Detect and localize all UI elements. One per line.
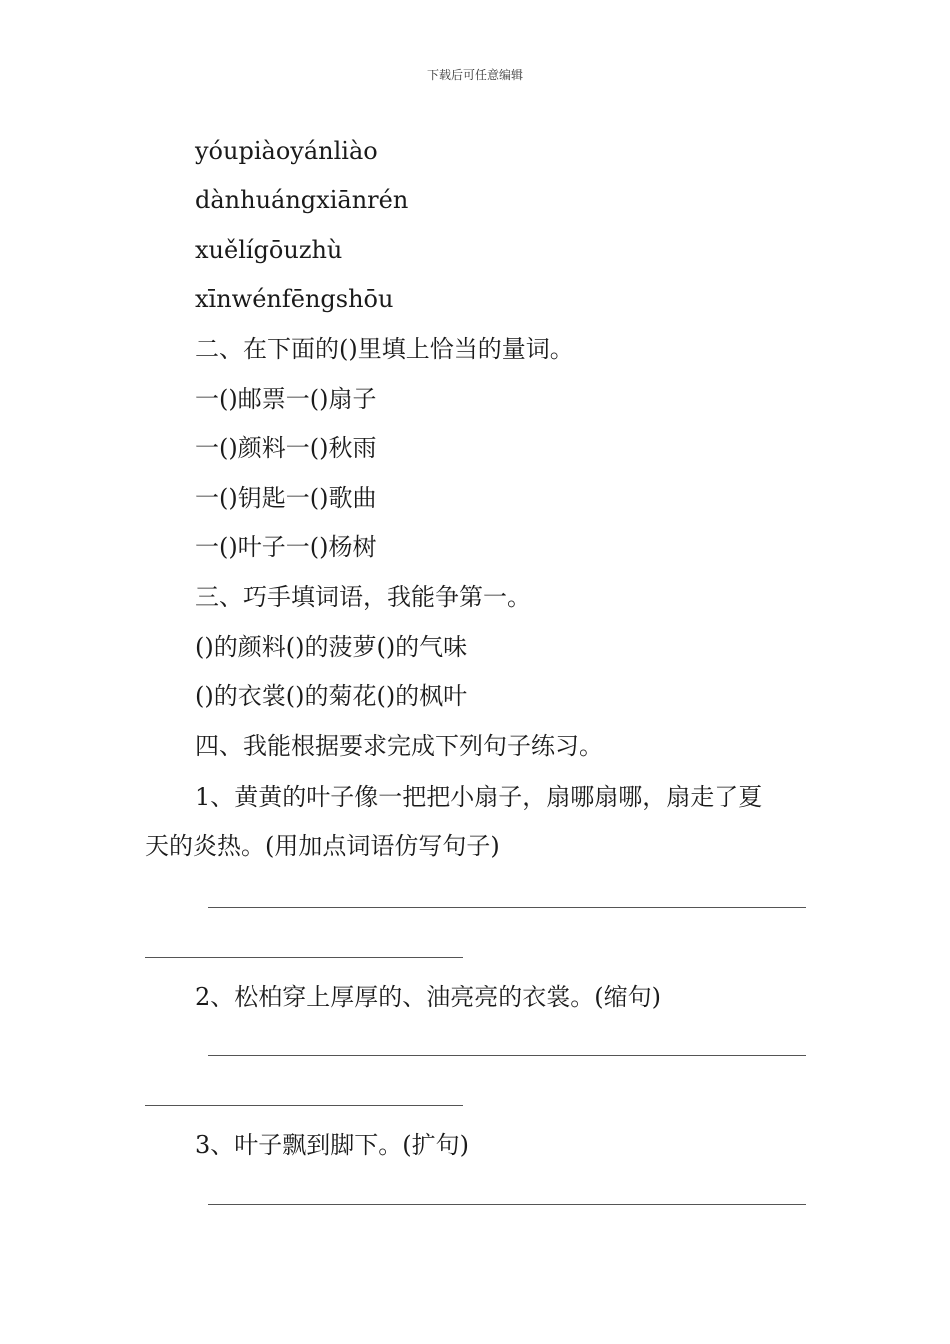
pinyin-line-3: xuělígōuzhù [195, 236, 343, 264]
measure-word-item-3: 一()钥匙一()歌曲 [195, 484, 377, 512]
measure-word-item-1: 一()邮票一()扇子 [195, 385, 377, 413]
answer-line-1b [145, 957, 463, 958]
answer-line-1a [208, 907, 806, 908]
measure-word-item-4: 一()叶子一()杨树 [195, 533, 377, 561]
fill-word-item-1: ()的颜料()的菠萝()的气味 [195, 633, 468, 661]
page-header: 下载后可任意编辑 [426, 68, 523, 82]
question-3: 3、叶子飘到脚下。(扩句) [195, 1131, 469, 1159]
answer-line-2a [208, 1055, 806, 1056]
answer-line-2b [145, 1105, 463, 1106]
section-3-title: 三、巧手填词语，我能争第一。 [195, 583, 531, 611]
pinyin-line-2: dànhuángxiānrén [195, 186, 409, 214]
answer-line-3a [208, 1204, 806, 1205]
section-4-title: 四、我能根据要求完成下列句子练习。 [195, 732, 603, 760]
question-1-line-2: 天的炎热。(用加点词语仿写句子) [145, 832, 500, 860]
measure-word-item-2: 一()颜料一()秋雨 [195, 434, 377, 462]
question-1-line-1: 1、黄黄的叶子像一把把小扇子，扇哪扇哪，扇走了夏 [195, 783, 763, 811]
section-2-title: 二、在下面的()里填上恰当的量词。 [195, 335, 574, 363]
question-2: 2、松柏穿上厚厚的、油亮亮的衣裳。(缩句) [195, 983, 661, 1011]
pinyin-line-4: xīnwénfēngshōu [195, 285, 394, 313]
pinyin-line-1: yóupiàoyánliào [195, 137, 378, 165]
fill-word-item-2: ()的衣裳()的菊花()的枫叶 [195, 682, 468, 710]
